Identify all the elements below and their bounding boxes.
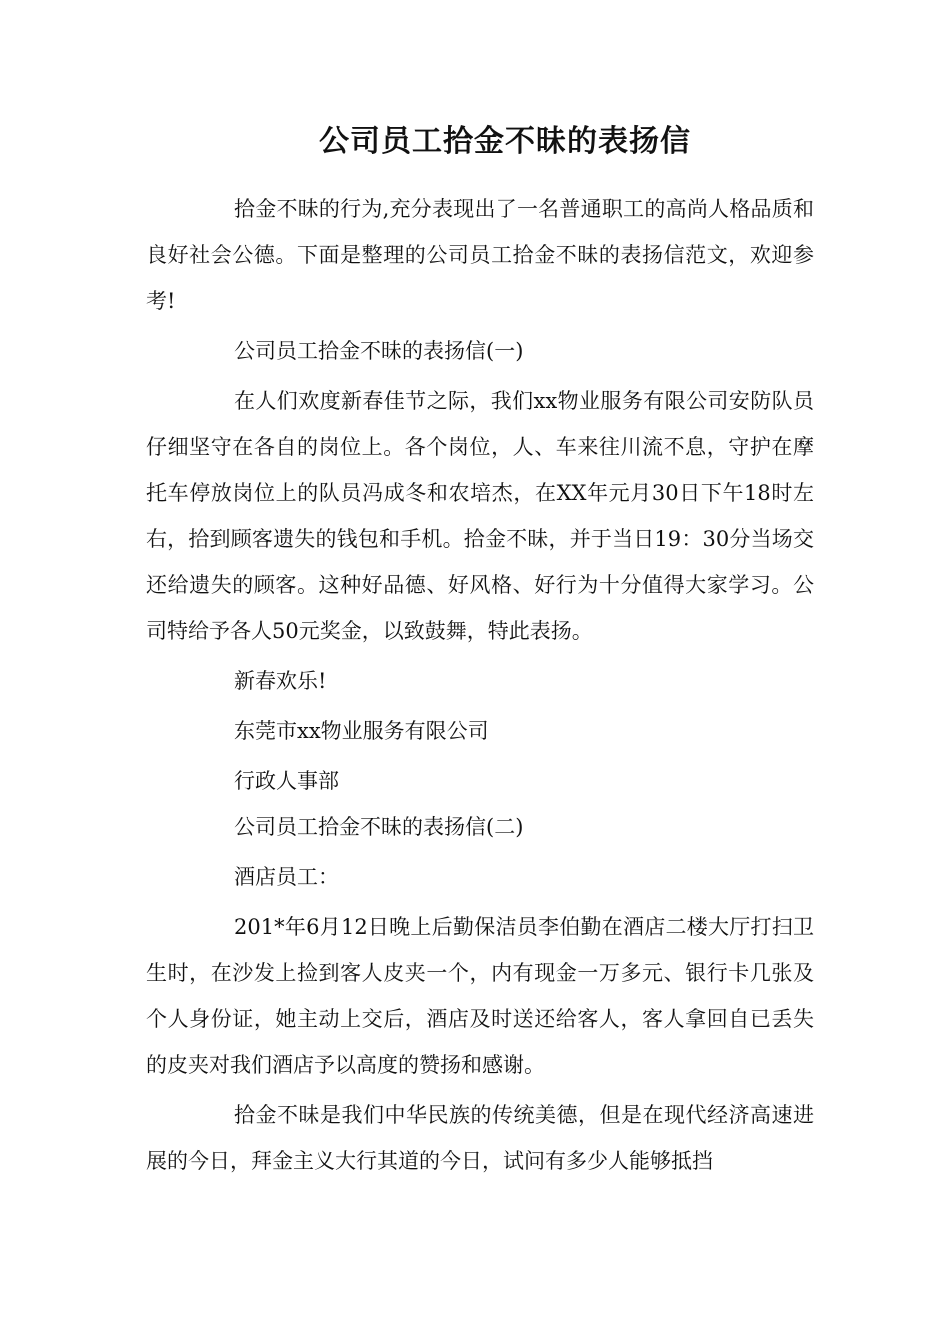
letter-1-body: 在人们欢度新春佳节之际，我们xx物业服务有限公司安防队员仔细坚守在各自的岗位上。各个岗位，人、车来往川流不息，守护在摩托车停放岗位上的队员冯成冬和农培杰，在XX年元月30日下午18时左右，拾到顾客遗失的钱包和手机。拾金不昧，并于当日19：30分当场交还给遗失的顾客。这种好品德、好风格、好行为十分值得大家学习。公司特给予各人50元奖金，以致鼓舞，特此表扬。	[146, 389, 814, 643]
letter-2-salutation: 酒店员工：	[234, 865, 339, 889]
letter-1-signature-company: 东莞市xx物业服务有限公司	[234, 719, 489, 743]
section-heading-2: 公司员工拾金不昧的表扬信(二)	[234, 815, 524, 839]
document-body	[146, 186, 814, 1184]
document-title: 公司员工拾金不昧的表扬信	[319, 124, 691, 159]
letter-1-greeting: 新春欢乐!	[234, 669, 327, 693]
section-heading-1: 公司员工拾金不昧的表扬信(一)	[234, 339, 524, 363]
letter-2-body-continued: 拾金不昧是我们中华民族的传统美德，但是在现代经济高速进展的今日，拜金主义大行其道的今日，试问有多少人能够抵挡	[146, 1103, 814, 1173]
intro-paragraph: 拾金不昧的行为,充分表现出了一名普通职工的高尚人格品质和良好社会公德。下面是整理的公司员工拾金不昧的表扬信范文，欢迎参考!	[146, 197, 814, 313]
letter-1-signature-department: 行政人事部	[234, 769, 339, 793]
letter-2-body: 201*年6月12日晚上后勤保洁员李伯勤在酒店二楼大厅打扫卫生时，在沙发上捡到客人皮夹一个，内有现金一万多元、银行卡几张及个人身份证，她主动上交后，酒店及时送还给客人，客人拿回自已丢失的皮夹对我们酒店予以高度的赞扬和感谢。	[146, 915, 814, 1077]
